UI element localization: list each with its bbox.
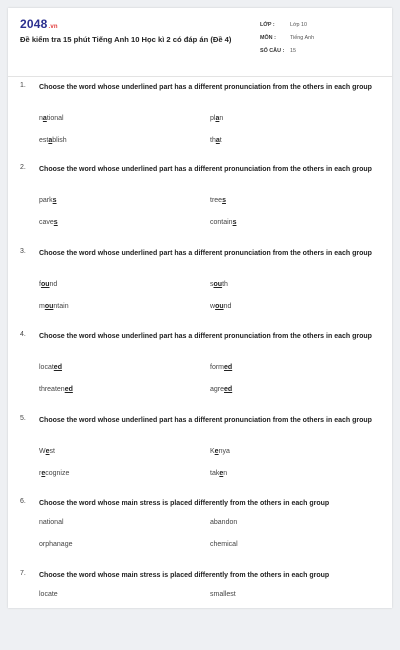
question-number: 3. [20,248,26,255]
option-text-start: est [39,137,49,144]
option-text-end: nya [218,448,230,455]
option-underlined-part: a [215,115,220,122]
option-underlined-part: a [42,115,47,122]
option-text-start: smallest [210,591,236,598]
option-text-start: K [210,448,215,455]
option-underlined-part: s [53,219,58,226]
option-underlined-part: e [41,470,46,477]
option-text-start: s [210,281,214,288]
option-text-start: pl [210,115,216,122]
answer-option[interactable] [210,281,228,288]
option-underlined-part: ed [64,386,73,393]
grade-label: LỚP : [260,22,275,28]
option-underlined-part: e [219,470,224,477]
grade-value: Lớp 10 [290,22,308,28]
question-text: Choose the word whose underlined part has a different pronunciation from the others in each group [39,84,372,91]
option-underlined-part: a [215,137,220,144]
question-number: 4. [20,331,26,338]
answer-option[interactable] [39,115,64,122]
logo-text: 2048 [20,17,48,31]
option-text-start: park [39,197,53,204]
answer-option[interactable] [39,364,62,371]
option-text-end: blish [52,137,67,144]
option-text-start: form [210,364,224,371]
subject-label: MÔN : [260,35,276,41]
answer-option[interactable] [39,591,58,598]
answer-option[interactable] [39,470,69,477]
option-underlined-part: s [232,219,237,226]
answer-option[interactable] [39,281,57,288]
question-1 [20,82,380,162]
question-text: Choose the word whose main stress is placed differently from the others in each group [39,572,330,579]
option-text-start: r [39,470,42,477]
option-text-start: chemical [210,541,238,548]
question-number: 7. [20,570,26,577]
question-count-value: 15 [290,48,296,54]
option-text-start: th [210,137,216,144]
question-3 [20,248,380,328]
option-underlined-part: s [222,197,226,204]
question-number: 6. [20,498,26,505]
option-text-end: nd [223,303,232,310]
question-text: Choose the word whose main stress is placed differently from the others in each group [39,500,330,507]
option-underlined-part: e [214,448,219,455]
option-text-end: tional [46,115,64,122]
answer-option[interactable] [39,386,73,393]
question-count-label: SỐ CÂU : [260,48,285,54]
answer-option[interactable] [39,541,72,548]
option-underlined-part: ou [215,303,224,310]
question-text: Choose the word whose underlined part has a different pronunciation from the others in each group [39,333,372,340]
answer-option[interactable] [39,197,57,204]
option-text-end: ntain [53,303,69,310]
option-text-start: locat [39,364,54,371]
option-underlined-part: s [52,197,57,204]
question-text: Choose the word whose underlined part has a different pronunciation from the others in each group [39,417,372,424]
option-text-start: f [39,281,41,288]
answer-option[interactable] [210,470,227,477]
option-text-start: national [39,519,64,526]
option-underlined-part: ou [44,303,54,310]
option-text-end: n [219,115,224,122]
worksheet [8,8,392,608]
answer-option[interactable] [210,115,223,122]
option-text-start: threaten [39,386,65,393]
answer-option[interactable] [210,519,237,526]
option-underlined-part: ou [213,281,223,288]
option-underlined-part: ed [224,364,233,371]
option-underlined-part: a [48,137,53,144]
option-text-start: contain [210,219,233,226]
option-text-start: n [39,115,43,122]
option-text-start: locate [39,591,58,598]
option-text-start: agre [210,386,225,393]
page-title: Đề kiểm tra 15 phút Tiếng Anh 10 Học kì 2 có đáp án (Đề 4) [20,35,232,44]
option-text-end: cognize [45,470,70,477]
answer-option[interactable] [39,519,64,526]
answer-option[interactable] [210,137,222,144]
option-underlined-part: ed [53,364,62,371]
answer-option[interactable] [210,386,232,393]
option-text-end: t [219,137,222,144]
site-logo[interactable] [20,17,58,31]
answer-option[interactable] [210,197,226,204]
worksheet-meta [260,22,314,61]
answer-option[interactable] [210,364,232,371]
option-text-start: w [210,303,216,310]
logo-suffix: .vn [48,24,58,30]
option-underlined-part: e [45,448,50,455]
question-7 [20,570,380,650]
option-text-end: nd [49,281,58,288]
answer-option[interactable] [39,448,55,455]
option-text-end: st [49,448,55,455]
option-underlined-part: ed [224,386,233,393]
answer-option[interactable] [210,219,236,226]
option-text-start: abandon [210,519,238,526]
question-2 [20,164,380,244]
answer-option[interactable] [39,219,58,226]
question-4 [20,331,380,411]
option-text-start: tak [210,470,220,477]
answer-option[interactable] [210,448,230,455]
worksheet-header [8,8,392,77]
option-text-start: tree [210,197,223,204]
answer-option[interactable] [210,303,231,310]
question-6 [20,498,380,578]
answer-option[interactable] [39,303,69,310]
question-number: 2. [20,164,26,171]
option-text-start: orphanage [39,541,73,548]
question-number: 1. [20,82,26,89]
option-underlined-part: ou [40,281,50,288]
answer-option[interactable] [39,137,67,144]
option-text-start: cave [39,219,54,226]
option-text-start: m [39,303,45,310]
question-text: Choose the word whose underlined part has a different pronunciation from the others in each group [39,166,372,173]
option-text-end: n [223,470,228,477]
option-text-end: th [222,281,228,288]
question-number: 5. [20,415,26,422]
question-text: Choose the word whose underlined part has a different pronunciation from the others in each group [39,250,372,257]
answer-option[interactable] [210,591,236,598]
subject-value: Tiếng Anh [290,35,315,41]
answer-option[interactable] [210,541,238,548]
option-text-start: W [39,448,46,455]
question-5 [20,415,380,495]
